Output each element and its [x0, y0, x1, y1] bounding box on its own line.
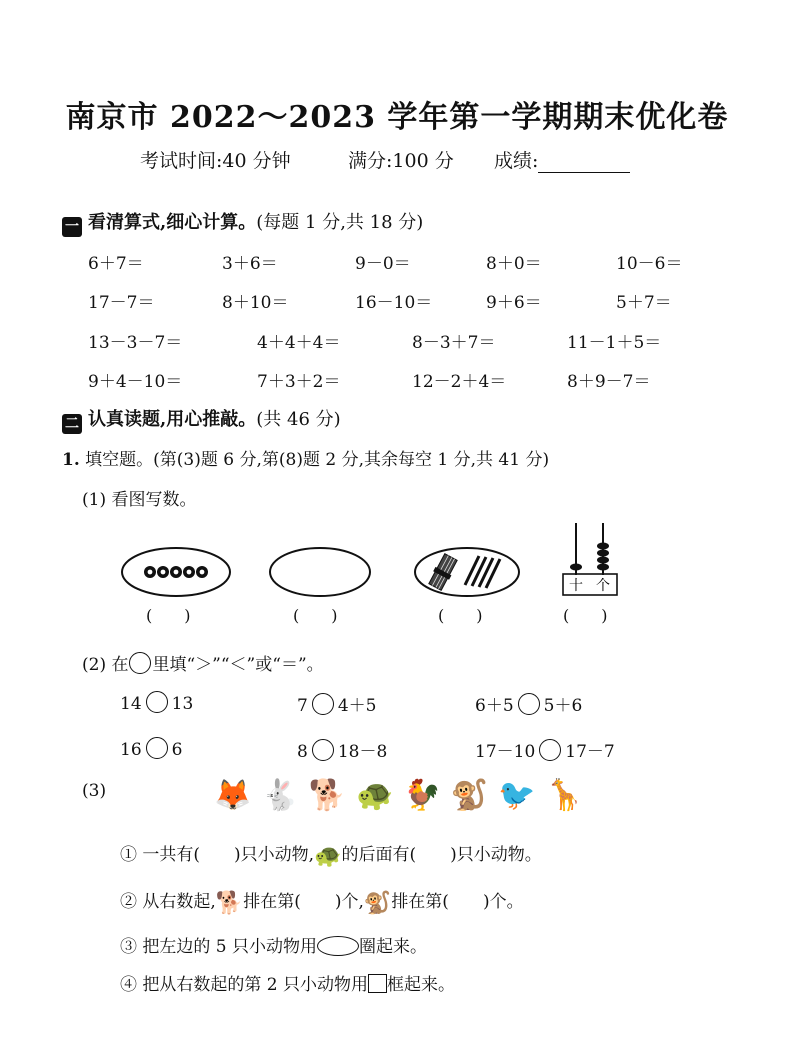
rabbit-icon: 🐇: [261, 778, 309, 813]
calc-item: 3＋6＝: [222, 254, 278, 274]
item3-number: ③: [120, 937, 137, 957]
sub2-suffix: 里填“＞”“＜”或“＝”。: [152, 655, 324, 675]
single-stick: [479, 558, 493, 587]
calc-item: 13－3－7＝: [88, 333, 183, 353]
calc-item: 9＋4－10＝: [88, 372, 183, 392]
grade-label: 成绩:: [494, 150, 539, 172]
section1-number-icon: 一: [62, 217, 82, 237]
oval-sticks: [415, 548, 519, 596]
section2-points: (共 46 分): [256, 409, 341, 430]
calc-item: 8－3＋7＝: [412, 333, 496, 353]
answer-blank[interactable]: ( ): [146, 606, 191, 625]
sub2-prefix: (2) 在: [82, 655, 129, 675]
calc-item: 9－0＝: [355, 254, 411, 274]
sub3-item4: [120, 970, 455, 995]
rooster-icon: 🐓: [403, 778, 451, 813]
calc-item: 16－10＝: [355, 293, 433, 313]
animal-row: [214, 778, 593, 813]
section2-title: 认真读题,用心推敲。: [88, 409, 257, 430]
compare-item: [475, 691, 582, 716]
calc-item: 17－7＝: [88, 293, 155, 313]
sub3-item2: [120, 887, 524, 916]
abacus-tens-label: 十: [569, 578, 583, 594]
item2-text-d: 排在第(: [391, 892, 449, 912]
compare-circle[interactable]: [312, 739, 334, 761]
monkey-icon: 🐒: [363, 891, 392, 916]
calc-item: 11－1＋5＝: [567, 333, 662, 353]
stick-bundle-icon: [427, 553, 459, 591]
sub2-title: [82, 650, 324, 675]
section1-heading: [62, 208, 423, 237]
fox-icon: 🦊: [214, 778, 262, 813]
item1-text-b: )只小动物,: [234, 845, 315, 865]
compare-circle[interactable]: [539, 739, 561, 761]
sub3-item3: [120, 932, 427, 957]
compare-item: [297, 737, 387, 762]
section2-number-icon: 二: [62, 414, 82, 434]
calc-item: 8＋10＝: [222, 293, 289, 313]
item2-text-a: 从右数起,: [142, 892, 216, 912]
compare-left: 6＋5: [475, 696, 514, 716]
sub3-item1: [120, 840, 542, 869]
question1-number: 1.: [62, 450, 80, 470]
dog-icon: 🐕: [215, 891, 244, 916]
section1-points: (每题 1 分,共 18 分): [256, 212, 424, 233]
grade-field: [494, 146, 630, 173]
item2-text-c: )个,: [334, 892, 364, 912]
exam-time: 考试时间:40 分钟: [140, 150, 291, 172]
compare-left: 16: [120, 740, 142, 760]
oval-empty: [270, 548, 370, 596]
sub3-title: (3): [82, 781, 107, 801]
compare-item: [297, 691, 376, 716]
monkey-icon: 🐒: [450, 778, 499, 813]
compare-circle-icon: [129, 652, 151, 674]
section2-heading: [62, 405, 341, 434]
compare-right: 18－8: [337, 742, 388, 762]
dog-icon: 🐕: [308, 778, 357, 813]
calc-item: 8＋9－7＝: [567, 372, 651, 392]
single-stick: [486, 559, 500, 588]
item4-text-a: 把从右数起的第 2 只小动物用: [142, 975, 369, 995]
compare-left: 14: [120, 694, 142, 714]
calc-item: 7＋3＋2＝: [257, 372, 341, 392]
compare-circle[interactable]: [146, 691, 168, 713]
item1-text-c: 的后面有(: [341, 845, 417, 865]
bird-icon: 🐦: [498, 778, 546, 813]
item1-text-d: )只小动物。: [450, 845, 542, 865]
square-box-icon: [368, 974, 387, 993]
compare-circle[interactable]: [146, 737, 168, 759]
compare-circle[interactable]: [518, 693, 540, 715]
compare-item: [120, 691, 193, 714]
item3-text-a: 把左边的 5 只小动物用: [142, 937, 318, 957]
item4-number: ④: [120, 975, 137, 995]
section1-title: 看清算式,细心计算。: [88, 212, 257, 233]
grade-blank[interactable]: [538, 154, 630, 173]
question1-text: 填空题。(第(3)题 6 分,第(8)题 2 分,其余每空 1 分,共 41 分): [85, 450, 550, 470]
compare-item: [475, 737, 615, 762]
full-score: 满分:100 分: [348, 150, 454, 172]
item2-number: ②: [120, 892, 137, 912]
sub1-title: (1) 看图写数。: [82, 490, 197, 510]
item2-text-b: 排在第(: [243, 892, 301, 912]
single-stick: [465, 556, 479, 585]
calc-item: 8＋0＝: [486, 254, 542, 274]
compare-right: 13: [171, 694, 194, 714]
compare-left: 7: [297, 696, 308, 716]
compare-left: 17－10: [475, 742, 536, 762]
compare-circle[interactable]: [312, 693, 334, 715]
calc-item: 12－2＋4＝: [412, 372, 507, 392]
compare-left: 8: [297, 742, 308, 762]
page-title: 南京市 2022～2023 学年第一学期期末优化卷: [65, 100, 729, 135]
calc-item: 6＋7＝: [88, 254, 144, 274]
item1-number: ①: [120, 845, 137, 865]
question1-title: [62, 445, 549, 470]
oval-shape-icon: [317, 936, 359, 956]
single-stick: [472, 557, 486, 586]
answer-blank[interactable]: ( ): [563, 606, 608, 625]
answer-blank[interactable]: ( ): [438, 606, 483, 625]
item4-text-b: 框起来。: [387, 975, 456, 995]
compare-item: [120, 737, 182, 760]
turtle-icon: 🐢: [356, 778, 404, 813]
answer-blank[interactable]: ( ): [293, 606, 338, 625]
item2-text-e: )个。: [482, 892, 524, 912]
compare-right: 6: [171, 740, 183, 760]
count-figures: [0, 515, 794, 610]
item3-text-b: 圈起来。: [359, 937, 428, 957]
compare-right: 4＋5: [337, 696, 377, 716]
item1-text-a: 一共有(: [142, 845, 201, 865]
calc-item: 4＋4＋4＝: [257, 333, 341, 353]
compare-right: 5＋6: [543, 696, 583, 716]
calc-item: 9＋6＝: [486, 293, 542, 313]
abacus-ones-label: 个: [596, 578, 610, 594]
calc-item: 5＋7＝: [616, 293, 672, 313]
calc-item: 10－6＝: [616, 254, 683, 274]
compare-right: 17－7: [565, 742, 615, 762]
turtle-icon: 🐢: [314, 844, 342, 869]
giraffe-icon: 🦒: [545, 778, 593, 813]
